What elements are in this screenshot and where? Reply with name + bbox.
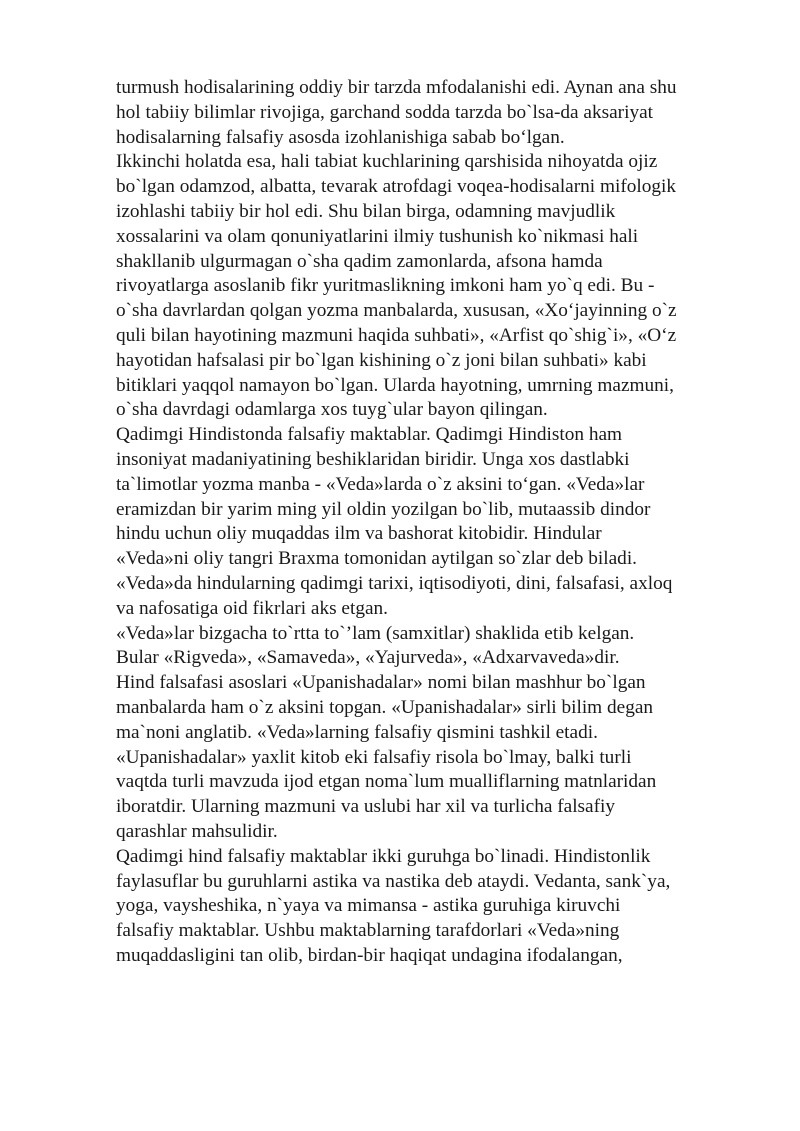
text-line: o`sha davrlardan qolgan yozma manbalarda, xususan, «Xo‘jayinning o`z (116, 300, 677, 322)
text-line: hindu uchun oliy muqaddas ilm va bashorat kitobidir. Hindular (116, 523, 602, 545)
text-line: hayotidan hafsalasi pir bo`lgan kishining o`z joni bilan suhbati» kabi (116, 349, 647, 371)
text-line: Bular «Rigveda», «Samaveda», «Yajurveda», «Adxarvaveda»dir. (116, 647, 620, 669)
text-line: ma`noni anglatib. «Veda»larning falsafiy qismini tashkil etadi. (116, 721, 598, 743)
text-line: ta`limotlar yozma manba - «Veda»larda o`z aksini to‘gan. «Veda»lar (116, 473, 645, 495)
text-line: izohlashi tabiiy bir hol edi. Shu bilan birga, odamning mavjudlik (116, 200, 616, 222)
text-line: eramizdan bir yarim ming yil oldin yozilgan bo`lib, mutaassib dindor (116, 498, 651, 520)
text-line: bo`lgan odamzod, albatta, tevarak atrofdagi voqea-hodisalarni mifologik (116, 176, 677, 198)
text-line: vaqtda turli mavzuda ijod etgan noma`lum mualliflarning matnlaridan (116, 771, 657, 793)
text-line: insoniyat madaniyatining beshiklaridan biridir. Unga xos dastlabki (116, 448, 630, 470)
text-line: Ikkinchi holatda esa, hali tabiat kuchlarining qarshisida nihoyatda ojiz (116, 151, 658, 173)
text-line: va nafosatiga oid fikrlari aks etgan. (116, 597, 388, 619)
text-line: muqaddasligini tan olib, birdan-bir haqiqat undagina ifodalangan, (116, 944, 623, 966)
text-line: xossalarini va olam qonuniyatlarini ilmiy tushunish ko`nikmasi hali (116, 225, 639, 247)
text-line: rivoyatlarga asoslanib fikr yuritmaslikning imkoni ham yo`q edi. Bu - (116, 275, 655, 297)
text-line: Hind falsafasi asoslari «Upanishadalar» nomi bilan mashhur bo`lgan (116, 672, 646, 694)
text-line: hol tabiiy bilimlar rivojiga, garchand sodda tarzda bo`lsa-da aksariyat (116, 101, 654, 123)
text-line: o`sha davrdagi odamlarga xos tuyg`ular bayon qilingan. (116, 399, 548, 421)
text-line: falsafiy maktablar. Ushbu maktablarning tarafdorlari «Veda»ning (116, 920, 620, 942)
text-line: «Veda»da hindularning qadimgi tarixi, iqtisodiyoti, dini, falsafasi, axloq (116, 572, 673, 594)
text-line: hodisalarning falsafiy asosda izohlanishiga sabab bo‘lgan. (116, 126, 565, 148)
text-line: manbalarda ham o`z aksini topgan. «Upanishadalar» sirli bilim degan (116, 696, 654, 718)
text-line: Qadimgi hind falsafiy maktablar ikki guruhga bo`linadi. Hindistonlik (116, 845, 651, 867)
text-line: Qadimgi Hindistonda falsafiy maktablar. Qadimgi Hindiston ham (116, 424, 623, 446)
text-line: faylasuflar bu guruhlarni astika va nastika deb ataydi. Vedanta, sank`ya, (116, 870, 671, 892)
text-line: shakllanib ulgurmagan o`sha qadim zamonlarda, afsona hamda (116, 250, 603, 272)
text-line: turmush hodisalarining oddiy bir tarzda mfodalanishi edi. Aynan ana shu (116, 77, 677, 98)
text-line: «Upanishadalar» yaxlit kitob eki falsafiy risola bo`lmay, balki turli (116, 746, 632, 768)
text-line: qarashlar mahsulidir. (116, 820, 278, 842)
text-line: bitiklari yaqqol namayon bo`lgan. Ularda hayotning, umrning mazmuni, (116, 374, 674, 396)
text-line: iboratdir. Ularning mazmuni va uslubi har xil va turlicha falsafiy (116, 796, 616, 818)
text-line: «Veda»ni oliy tangri Braxma tomonidan aytilgan so`zlar deb biladi. (116, 548, 637, 570)
text-line: «Veda»lar bizgacha to`rtta to`’lam (samxitlar) shaklida etib kelgan. (116, 622, 635, 644)
text-line: yoga, vaysheshika, n`yaya va mimansa - astika guruhiga kiruvchi (116, 895, 621, 917)
document-page (116, 76, 756, 969)
text-line: quli bilan hayotining mazmuni haqida suhbati», «Arfist qo`shig`i», «O‘z (116, 324, 677, 346)
